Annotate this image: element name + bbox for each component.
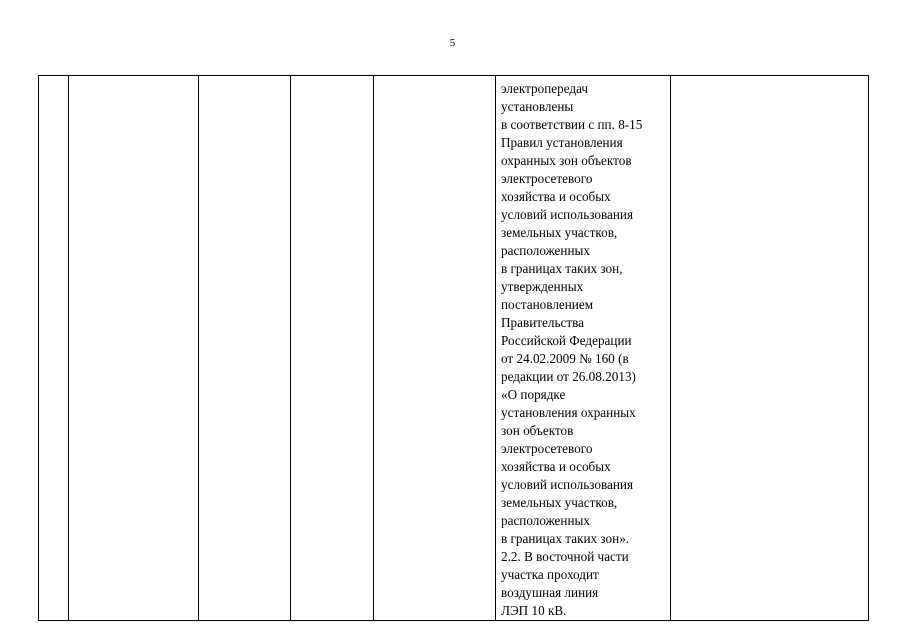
table-cell-col2: [69, 76, 199, 621]
table-cell-col7: [671, 76, 869, 621]
table-cell-col5: [374, 76, 496, 621]
table-cell-col1: [39, 76, 69, 621]
page-number: 5: [449, 37, 456, 49]
table-cell-col6: [496, 76, 671, 621]
table-row: [39, 76, 869, 621]
document-table: [38, 75, 869, 621]
table-cell-col3: [199, 76, 291, 621]
table-cell-col4: [291, 76, 374, 621]
restrictions-text: электропередач установлены в соответствии с пп. 8-15 Правил установления охранных зон объектов электросетевого хозяйства и особых условий использования земельных участков, расположенных в границах таких зон, утвержденных постановлением Правительства Российской Федерации от 24.02.2009 № 160 (в редакции от 26.08.2013) «О порядке установления охранных зон объектов электросетевого хозяйства и особых условий использования земельных участков, расположенных в границах таких зон». 2.2. В восточной части участка проходит воздушная линия ЛЭП 10 кВ.: [501, 81, 643, 618]
